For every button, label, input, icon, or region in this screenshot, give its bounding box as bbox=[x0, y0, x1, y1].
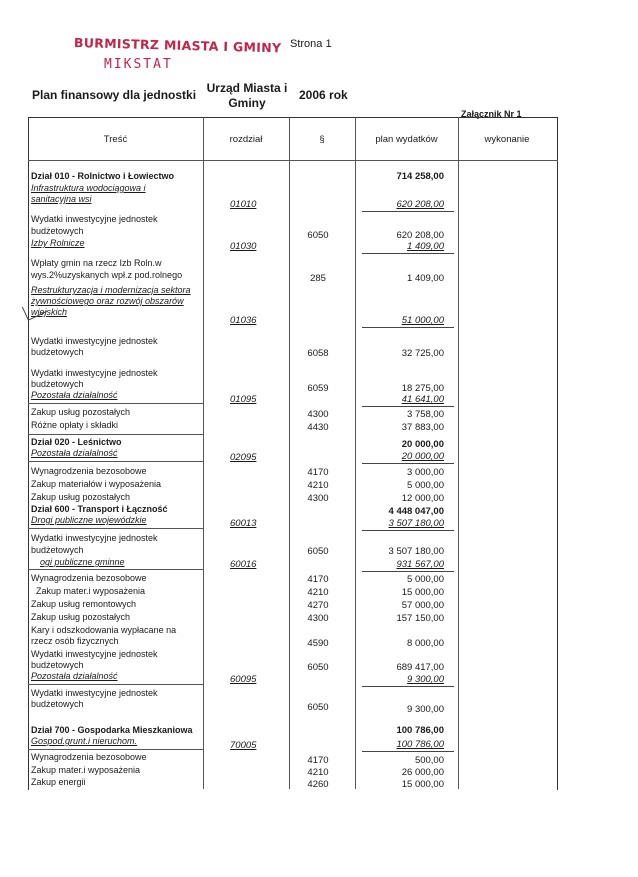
row-paragraf: 6050 bbox=[307, 546, 329, 557]
stamp-line-2: MIKSTAT bbox=[104, 57, 173, 72]
row-plan: 1 409,00 bbox=[407, 241, 444, 252]
column-header-tresc: Treść bbox=[103, 134, 128, 145]
row-plan: 9 300,00 bbox=[407, 704, 444, 715]
row-label: budżetowych bbox=[31, 379, 84, 389]
row-paragraf: 4270 bbox=[307, 600, 329, 611]
row-plan: 5 000,00 bbox=[407, 480, 444, 491]
row-plan: 157 150,00 bbox=[396, 613, 444, 624]
row-rozdzial: 60013 bbox=[230, 518, 257, 529]
document-title: Plan finansowy dla jednostki bbox=[32, 88, 197, 102]
row-paragraf: 4170 bbox=[307, 755, 329, 766]
column-header-rozdzial: rozdział bbox=[229, 134, 263, 145]
row-label: rzecz osób fizycznych bbox=[31, 636, 119, 646]
row-plan: 32 725,00 bbox=[401, 348, 444, 359]
row-label: Zakup usług pozostałych bbox=[31, 407, 131, 417]
row-rozdzial: 01010 bbox=[230, 199, 257, 210]
row-paragraf: 4300 bbox=[307, 613, 329, 624]
row-label: Infrastruktura wodociągowa i bbox=[31, 183, 146, 193]
row-rozdzial: 60095 bbox=[230, 674, 257, 685]
row-plan: 51 000,00 bbox=[401, 315, 444, 326]
row-label: sanitacyjna wsi bbox=[31, 194, 92, 204]
row-label: wys.2%uzyskanych wpł.z pod.rolnego bbox=[31, 270, 183, 280]
underline bbox=[362, 751, 454, 752]
row-rule bbox=[28, 569, 203, 570]
row-paragraf: 4300 bbox=[307, 493, 329, 504]
row-paragraf: 6050 bbox=[307, 230, 329, 241]
row-plan: 714 258,00 bbox=[396, 171, 444, 182]
underline bbox=[362, 327, 454, 328]
row-paragraf: 285 bbox=[310, 273, 326, 284]
row-plan: 3 507 180,00 bbox=[388, 546, 444, 557]
row-plan: 41 641,00 bbox=[401, 394, 444, 405]
row-paragraf: 6058 bbox=[307, 348, 329, 359]
row-plan: 5 000,00 bbox=[407, 574, 444, 585]
row-label: Restrukturyzacja i modernizacja sektora bbox=[31, 285, 191, 295]
row-paragraf: 4170 bbox=[307, 574, 329, 585]
row-label: Wpłaty gmin na rzecz Izb Roln.w bbox=[31, 258, 162, 268]
row-plan: 8 000,00 bbox=[407, 638, 444, 649]
row-plan: 18 275,00 bbox=[401, 383, 444, 394]
row-plan: 931 567,00 bbox=[396, 559, 444, 570]
row-paragraf: 4210 bbox=[307, 480, 329, 491]
row-rozdzial: 01095 bbox=[230, 394, 257, 405]
row-plan: 37 883,00 bbox=[401, 422, 444, 433]
row-label: Zakup usług pozostałych bbox=[31, 492, 131, 502]
row-label: Kary i odszkodowania wypłacane na bbox=[31, 625, 177, 635]
row-plan: 15 000,00 bbox=[401, 587, 444, 598]
row-paragraf: 6050 bbox=[307, 662, 329, 673]
row-label: Wydatki inwestycyjne jednostek bbox=[31, 368, 158, 378]
row-label: Pozostała działalność bbox=[31, 671, 118, 681]
row-label: Wydatki inwestycyjne jednostek bbox=[31, 533, 158, 543]
underline bbox=[362, 406, 454, 407]
underline bbox=[362, 463, 454, 464]
column-header-plan: plan wydatków bbox=[375, 134, 438, 145]
row-label: Wydatki inwestycyjne jednostek bbox=[31, 336, 158, 346]
row-rozdzial: 01030 bbox=[230, 241, 257, 252]
row-rule bbox=[28, 684, 203, 685]
row-label: Dział 700 - Gospodarka Mieszkaniowa bbox=[31, 725, 193, 735]
row-rule bbox=[28, 461, 203, 462]
row-label: Drogi publiczne wojewódzkie bbox=[31, 515, 147, 525]
attachment-label: Załącznik Nr 1 bbox=[461, 109, 522, 119]
row-paragraf: 6059 bbox=[307, 383, 329, 394]
column-divider bbox=[458, 117, 459, 789]
row-paragraf: 4260 bbox=[307, 779, 329, 790]
row-rule bbox=[28, 749, 203, 750]
row-label: Wynagrodzenia bezosobowe bbox=[31, 752, 147, 762]
row-label: Wydatki inwestycyjne jednostek bbox=[31, 649, 158, 659]
row-label: budżetowych bbox=[31, 347, 84, 357]
row-paragraf: 4430 bbox=[307, 422, 329, 433]
column-header-paragraf: § bbox=[319, 134, 325, 145]
row-rozdzial: 60016 bbox=[230, 559, 257, 570]
row-plan: 689 417,00 bbox=[396, 662, 444, 673]
row-paragraf: 4210 bbox=[307, 587, 329, 598]
row-plan: 100 786,00 bbox=[396, 739, 444, 750]
row-label: Wynagrodzenia bezosobowe bbox=[31, 466, 147, 476]
column-header-wykonanie: wykonanie bbox=[484, 134, 530, 145]
row-label: Zakup mater.i wyposażenia bbox=[31, 765, 141, 775]
row-label: Pozostała działalność bbox=[31, 390, 118, 400]
row-paragraf: 4170 bbox=[307, 467, 329, 478]
row-label: wiejskich bbox=[31, 307, 68, 317]
row-label: Wydatki inwestycyjne jednostek bbox=[31, 214, 158, 224]
row-plan: 12 000,00 bbox=[401, 493, 444, 504]
row-label: Gospod.grunt.i nieruchom. bbox=[31, 736, 138, 746]
row-plan: 3 507 180,00 bbox=[388, 518, 444, 529]
underline bbox=[362, 571, 454, 572]
row-label: Dział 020 - Leśnictwo bbox=[31, 437, 122, 447]
row-label: Zakup usług pozostałych bbox=[31, 612, 131, 622]
row-rule bbox=[28, 528, 203, 529]
row-plan: 9 300,00 bbox=[407, 674, 444, 685]
page-number: Strona 1 bbox=[290, 38, 332, 50]
underline bbox=[362, 686, 454, 687]
row-plan: 620 208,00 bbox=[396, 199, 444, 210]
row-paragraf: 4300 bbox=[307, 409, 329, 420]
row-rozdzial: 01036 bbox=[230, 315, 257, 326]
row-label: Zakup mater.i wyposażenia bbox=[36, 586, 146, 596]
row-plan: 100 786,00 bbox=[396, 725, 444, 736]
row-rule bbox=[28, 403, 203, 404]
row-rozdzial: 02095 bbox=[230, 452, 257, 463]
row-label: Różne opłaty i składki bbox=[31, 420, 119, 430]
stamp-line-1: BURMISTRZ MIASTA I GMINY bbox=[73, 35, 282, 56]
row-paragraf: 4590 bbox=[307, 638, 329, 649]
row-rozdzial: 70005 bbox=[230, 740, 257, 751]
row-plan: 20 000,00 bbox=[401, 439, 444, 450]
row-plan: 57 000,00 bbox=[401, 600, 444, 611]
row-plan: 3 758,00 bbox=[407, 409, 444, 420]
row-plan: 1 409,00 bbox=[407, 273, 444, 284]
row-label: Pozostała działalność bbox=[31, 448, 118, 458]
row-paragraf: 4210 bbox=[307, 767, 329, 778]
row-label: Zakup energii bbox=[31, 777, 86, 787]
row-label: budżetowych bbox=[31, 699, 84, 709]
unit-name: Urząd Miasta i Gminy bbox=[206, 81, 288, 110]
row-label: budżetowych bbox=[31, 660, 84, 670]
row-label: Izby Rolnicze bbox=[31, 238, 85, 248]
underline bbox=[362, 211, 454, 212]
column-divider bbox=[289, 117, 290, 789]
row-paragraf: 6050 bbox=[307, 702, 329, 713]
row-plan: 620 208,00 bbox=[396, 230, 444, 241]
row-label: Wydatki inwestycyjne jednostek bbox=[31, 688, 158, 698]
row-plan: 500,00 bbox=[414, 755, 444, 766]
row-plan: 26 000,00 bbox=[401, 767, 444, 778]
row-plan: 15 000,00 bbox=[401, 779, 444, 790]
underline bbox=[362, 253, 454, 254]
header-rule bbox=[28, 160, 558, 161]
row-label: żywnościowego oraz rozwój obszarów bbox=[31, 296, 184, 306]
row-rule bbox=[28, 434, 203, 435]
underline bbox=[362, 530, 454, 531]
row-label: Dział 600 - Transport i Łączność bbox=[31, 504, 168, 514]
row-label: Wynagrodzenia bezosobowe bbox=[31, 573, 147, 583]
row-plan: 4 448 047,00 bbox=[388, 506, 444, 517]
column-divider bbox=[203, 117, 204, 789]
row-label: Zakup materiałów i wyposażenia bbox=[31, 479, 162, 489]
row-label: budżetowych bbox=[31, 226, 84, 236]
row-label: budżetowych bbox=[31, 545, 84, 555]
year-label: 2006 rok bbox=[299, 88, 348, 102]
row-label: ogi publiczne gminne bbox=[40, 557, 125, 567]
column-divider bbox=[355, 117, 356, 789]
row-label: Zakup usług remontowych bbox=[31, 599, 137, 609]
row-plan: 20 000,00 bbox=[401, 451, 444, 462]
row-plan: 3 000,00 bbox=[407, 467, 444, 478]
row-label: Dział 010 - Rolnictwo i Łowiectwo bbox=[31, 171, 175, 181]
